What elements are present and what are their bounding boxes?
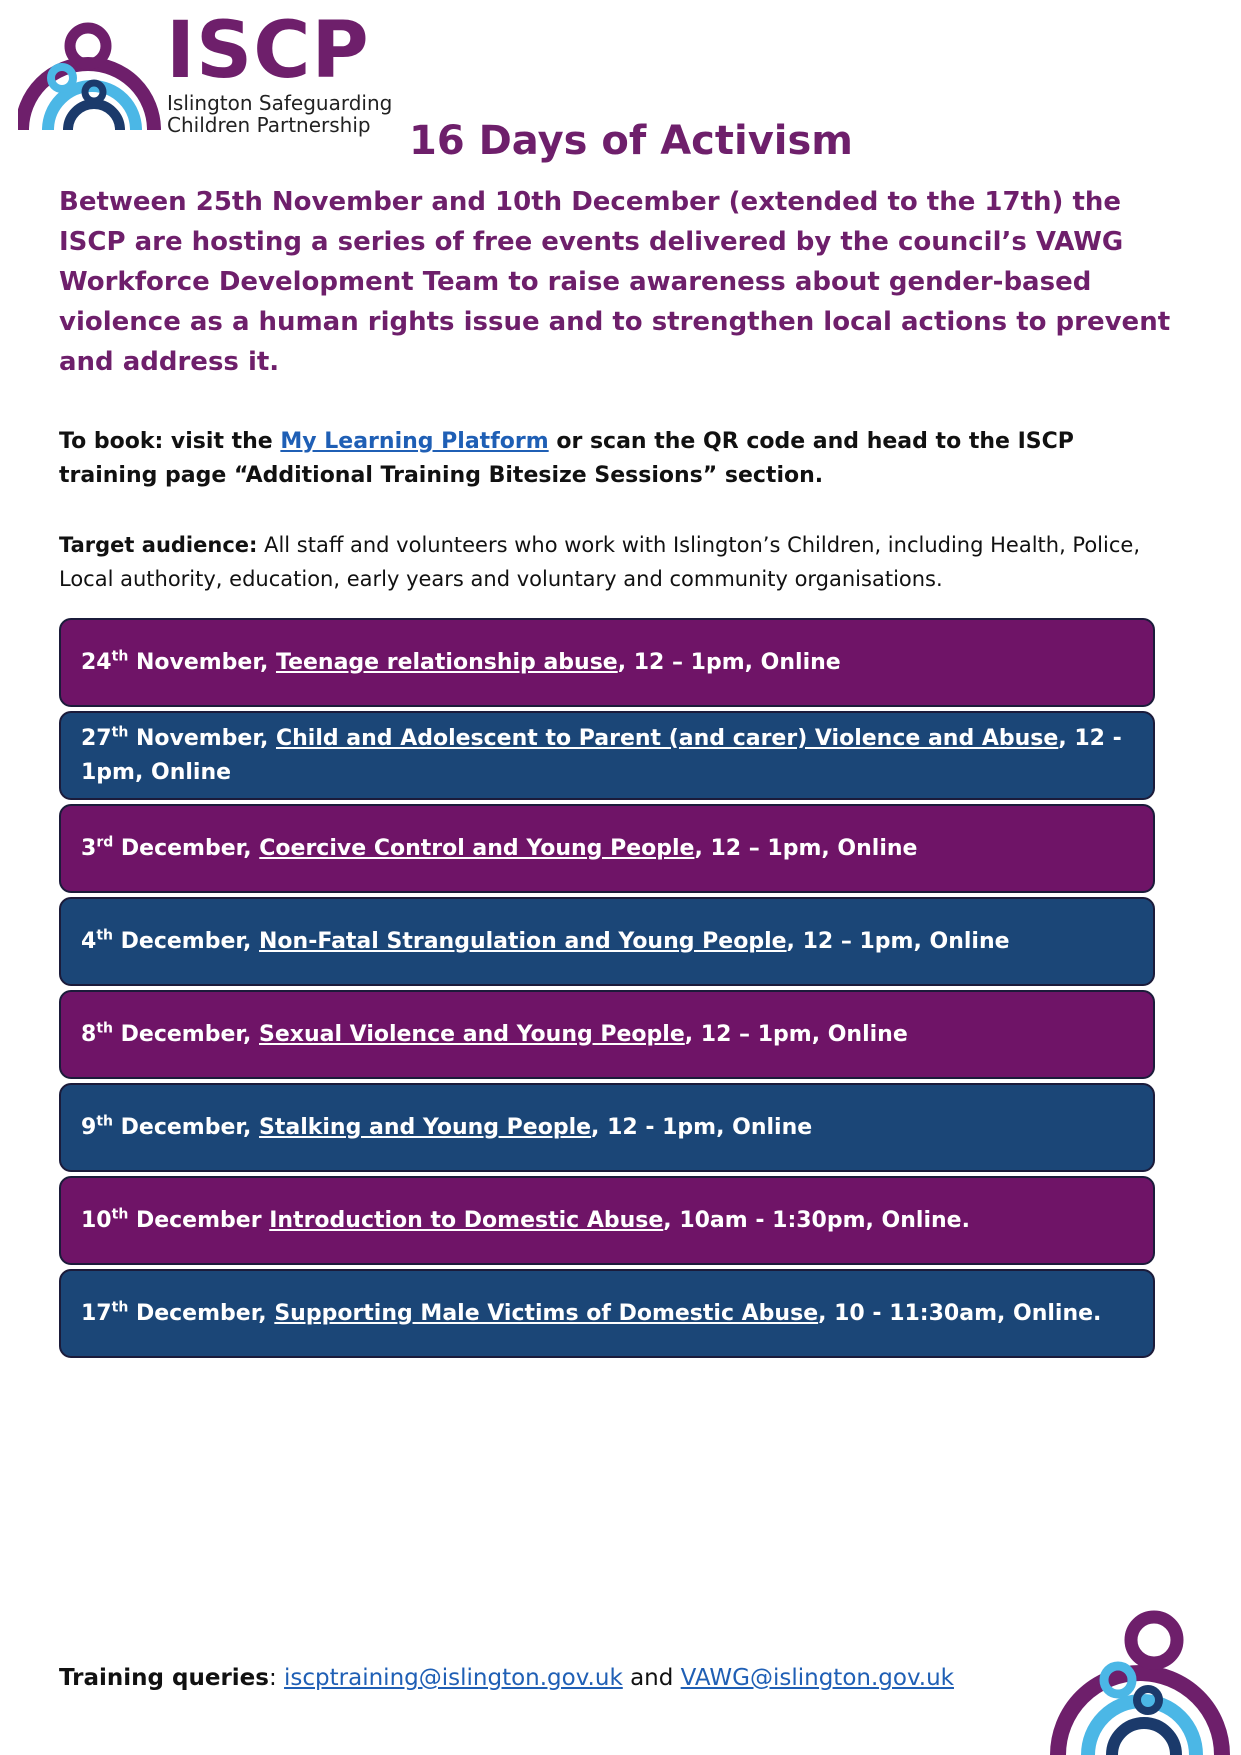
event-title-link[interactable]: Supporting Male Victims of Domestic Abuse <box>274 1300 819 1326</box>
event-day-suffix: th <box>96 927 113 944</box>
event-month: December, <box>112 1021 260 1047</box>
event-day: 10 <box>81 1207 112 1233</box>
target-audience-label: Target audience: <box>59 533 258 557</box>
event-day-suffix: th <box>111 1299 129 1316</box>
event-time: , 12 - 1pm, Online <box>81 725 1122 785</box>
page-title: 16 Days of Activism <box>409 118 853 164</box>
event-row <box>59 897 1155 986</box>
brand-subtitle-line1: Islington Safeguarding <box>167 91 393 115</box>
event-month: November, <box>128 649 276 675</box>
vawg-email-link[interactable]: VAWG@islington.gov.uk <box>680 1665 954 1691</box>
event-day: 24 <box>81 649 112 675</box>
training-queries-label: Training queries <box>59 1665 269 1691</box>
event-title-link[interactable]: Introduction to Domestic Abuse <box>269 1207 664 1233</box>
event-month: December, <box>113 835 260 861</box>
event-text <box>81 925 1137 959</box>
event-day-suffix: th <box>96 1020 113 1037</box>
event-row <box>59 990 1155 1079</box>
event-month: December, <box>128 1300 275 1326</box>
iscp-logo-icon <box>18 20 163 132</box>
event-text <box>81 1204 1137 1238</box>
booking-suffix: or scan the QR code and head to the ISCP training page “Additional Training Bitesize Sessions” section. <box>59 429 1074 488</box>
event-day: 4 <box>81 928 97 954</box>
event-title-link[interactable]: Stalking and Young People <box>259 1114 592 1140</box>
event-day: 27 <box>81 725 112 751</box>
event-day-suffix: th <box>96 1113 113 1130</box>
event-day: 17 <box>81 1300 112 1326</box>
event-day-suffix: th <box>111 1206 129 1223</box>
event-list <box>59 618 1155 1362</box>
event-time: , 12 – 1pm, Online <box>694 835 918 861</box>
event-month: December, <box>112 1114 260 1140</box>
event-day: 8 <box>81 1021 97 1047</box>
event-time: , 12 – 1pm, Online <box>617 649 841 675</box>
event-title-link[interactable]: Sexual Violence and Young People <box>259 1021 685 1047</box>
event-row <box>59 1269 1155 1358</box>
training-queries-and: and <box>622 1665 681 1691</box>
event-row <box>59 711 1155 800</box>
event-text <box>81 646 1137 680</box>
event-row <box>59 804 1155 893</box>
iscp-training-email-link[interactable]: iscptraining@islington.gov.uk <box>284 1665 623 1691</box>
intro-paragraph: Between 25th November and 10th December (extended to the 17th) the ISCP are hosting a series of free events delivered by the council’s VAWG Workforce Development Team to raise awareness about gender-based violence as a human rights issue and to strengthen local actions to prevent and address it. <box>59 187 1171 377</box>
event-time: , 12 - 1pm, Online <box>591 1114 813 1140</box>
booking-paragraph <box>59 425 1179 493</box>
event-row <box>59 618 1155 707</box>
event-text <box>81 1297 1137 1331</box>
event-title-link[interactable]: Non-Fatal Strangulation and Young People <box>259 928 787 954</box>
target-audience-paragraph <box>59 528 1179 596</box>
event-text <box>81 1111 1137 1145</box>
event-month: November, <box>128 725 276 751</box>
event-day-suffix: th <box>111 724 129 741</box>
event-text <box>81 832 1137 866</box>
event-time: , 10 - 11:30am, Online. <box>818 1300 1102 1326</box>
event-day-suffix: rd <box>96 834 114 851</box>
brand-name: ISCP <box>166 6 370 96</box>
event-text <box>81 722 1137 790</box>
event-text <box>81 1018 1137 1052</box>
event-day: 9 <box>81 1114 97 1140</box>
event-time: , 12 – 1pm, Online <box>786 928 1010 954</box>
event-day-suffix: th <box>111 648 129 665</box>
event-row <box>59 1176 1155 1265</box>
training-queries-colon: : <box>268 1665 285 1691</box>
event-month: December, <box>112 928 260 954</box>
event-month: December <box>128 1207 270 1233</box>
brand-subtitle-line2: Children Partnership <box>167 113 371 137</box>
iscp-logo-icon <box>1048 1600 1233 1755</box>
event-title-link[interactable]: Child and Adolescent to Parent (and carer) Violence and Abuse <box>275 725 1059 751</box>
booking-prefix: To book: visit the <box>59 429 281 454</box>
event-title-link[interactable]: Teenage relationship abuse <box>275 649 618 675</box>
event-time: , 12 – 1pm, Online <box>684 1021 908 1047</box>
target-audience-text: All staff and volunteers who work with Islington’s Children, including Health, Police, Local authority, education, early years and voluntary and community organisations. <box>59 533 1140 591</box>
event-time: , 10am - 1:30pm, Online. <box>663 1207 970 1233</box>
my-learning-platform-link[interactable]: My Learning Platform <box>280 429 549 454</box>
event-day: 3 <box>81 835 97 861</box>
event-title-link[interactable]: Coercive Control and Young People <box>259 835 695 861</box>
training-queries <box>59 1665 954 1691</box>
event-row <box>59 1083 1155 1172</box>
